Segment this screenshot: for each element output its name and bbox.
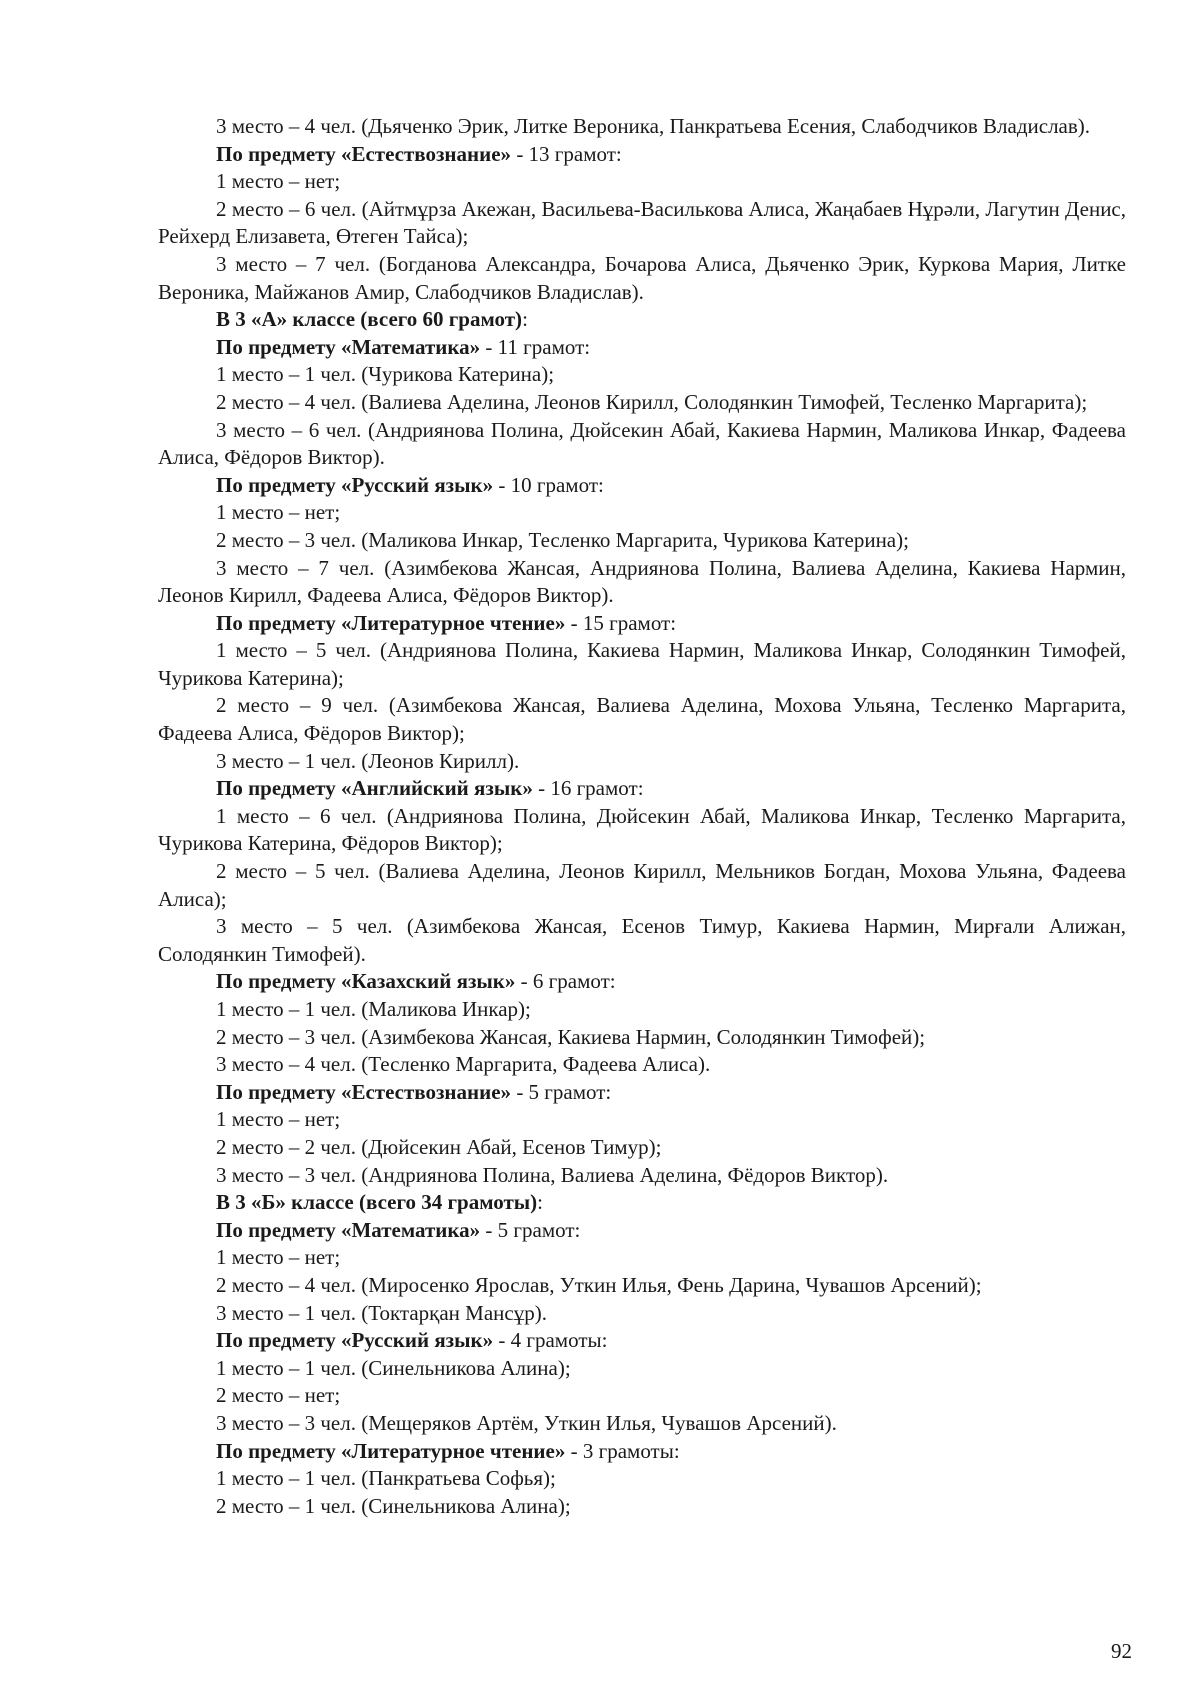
text-paragraph: 2 место – 3 чел. (Маликова Инкар, Тесленко Маргарита, Чурикова Катерина); <box>216 527 909 552</box>
section-heading: По предмету «Английский язык» <box>216 776 533 801</box>
section-heading: По предмету «Естествознание» <box>216 141 512 166</box>
section-heading: По предмету «Литературное чтение» <box>216 1438 566 1463</box>
document-body <box>158 113 1126 1520</box>
text-paragraph: 2 место – 6 чел. (Айтмұрза Акежан, Васильева-Василькова Алиса, Жаңабаев Нұрәли, Лагутин Денис, Рейхерд Елизавета, Өтеген Тайса); <box>158 196 1126 249</box>
page-number: 92 <box>1111 1639 1132 1663</box>
section-heading-paragraph <box>158 1217 1126 1245</box>
text-paragraph: 2 место – 5 чел. (Валиева Аделина, Леонов Кирилл, Мельников Богдан, Мохова Ульяна, Фадеева Алиса); <box>158 859 1126 911</box>
section-heading-suffix: - 4 грамоты: <box>493 1328 608 1353</box>
text-paragraph: 3 место – 4 чел. (Тесленко Маргарита, Фадеева Алиса). <box>216 1052 711 1077</box>
text-paragraph: 3 место – 3 чел. (Мещеряков Артём, Уткин Илья, Чувашов Арсений). <box>216 1410 837 1435</box>
text-paragraph: 2 место – нет; <box>216 1383 341 1408</box>
section-heading-paragraph <box>158 968 1126 996</box>
section-heading-paragraph <box>158 1189 1126 1217</box>
section-heading-paragraph <box>158 472 1126 500</box>
text-paragraph: 1 место – 1 чел. (Панкратьева Софья); <box>216 1466 556 1491</box>
text-paragraph: 3 место – 3 чел. (Андриянова Полина, Валиева Аделина, Фёдоров Виктор). <box>216 1162 889 1187</box>
text-paragraph: 1 место – 5 чел. (Андриянова Полина, Какиева Нармин, Маликова Инкар, Солодянкин Тимофей, Чурикова Катерина); <box>158 638 1126 690</box>
text-paragraph: 1 место – 6 чел. (Андриянова Полина, Дюйсекин Абай, Маликова Инкар, Тесленко Маргарита, Чурикова Катерина, Фёдоров Виктор); <box>158 803 1126 856</box>
section-heading: По предмету «Казахский язык» <box>216 969 516 994</box>
section-heading: По предмету «Русский язык» <box>216 472 494 497</box>
text-paragraph: 2 место – 3 чел. (Азимбекова Жансая, Какиева Нармин, Солодянкин Тимофей); <box>216 1024 926 1049</box>
section-heading: В 3 «Б» классе (всего 34 грамоты) <box>216 1190 538 1215</box>
section-heading-suffix: - 16 грамот: <box>532 776 644 801</box>
text-paragraph: 2 место – 4 чел. (Валиева Аделина, Леонов Кирилл, Солодянкин Тимофей, Тесленко Маргарита); <box>216 389 1088 414</box>
section-heading-suffix: - 5 грамот: <box>511 1079 612 1104</box>
section-heading-suffix: : <box>522 307 528 332</box>
section-heading-suffix: - 13 грамот: <box>511 141 622 166</box>
text-paragraph: 1 место – нет; <box>216 1245 341 1270</box>
section-heading: По предмету «Литературное чтение» <box>216 610 566 635</box>
section-heading: По предмету «Математика» <box>216 334 481 359</box>
text-paragraph: 3 место – 7 чел. (Богданова Александра, Бочарова Алиса, Дьяченко Эрик, Куркова Мария, Литке Вероника, Майжанов Амир, Слабодчиков Владислав). <box>158 251 1126 304</box>
section-heading-paragraph <box>158 1327 1126 1355</box>
text-paragraph: 3 место – 1 чел. (Токтарқан Мансұр). <box>216 1300 547 1325</box>
text-paragraph: 1 место – нет; <box>216 500 341 525</box>
text-paragraph: 2 место – 9 чел. (Азимбекова Жансая, Валиева Аделина, Мохова Ульяна, Тесленко Маргарита, Фадеева Алиса, Фёдоров Виктор); <box>158 693 1126 746</box>
text-paragraph: 2 место – 2 чел. (Дюйсекин Абай, Есенов Тимур); <box>216 1134 662 1159</box>
section-heading-suffix: - 3 грамоты: <box>565 1438 680 1463</box>
section-heading-suffix: : <box>537 1190 544 1215</box>
section-heading-paragraph <box>158 1079 1126 1107</box>
text-paragraph: 1 место – нет; <box>216 1107 341 1132</box>
section-heading-suffix: - 15 грамот: <box>565 610 677 635</box>
text-paragraph: 1 место – 1 чел. (Маликова Инкар); <box>216 997 531 1021</box>
section-heading-paragraph <box>158 1438 1126 1466</box>
section-heading-paragraph <box>158 610 1126 638</box>
section-heading-paragraph <box>158 334 1126 362</box>
text-paragraph: 2 место – 1 чел. (Синельникова Алина); <box>216 1493 571 1518</box>
section-heading-paragraph <box>158 306 1126 334</box>
text-paragraph: 3 место – 4 чел. (Дьяченко Эрик, Литке Вероника, Панкратьева Есения, Слабодчиков Владислав). <box>216 114 1091 138</box>
section-heading-suffix: - 10 грамот: <box>493 472 604 497</box>
section-heading-suffix: - 5 грамот: <box>480 1217 581 1242</box>
section-heading: По предмету «Математика» <box>216 1217 481 1242</box>
section-heading-paragraph <box>158 775 1126 803</box>
section-heading-suffix: - 11 грамот: <box>480 334 591 359</box>
text-paragraph: 2 место – 4 чел. (Миросенко Ярослав, Уткин Илья, Фень Дарина, Чувашов Арсений); <box>216 1272 982 1297</box>
text-paragraph: 3 место – 5 чел. (Азимбекова Жансая, Есенов Тимур, Какиева Нармин, Мирғали Алижан, Солодянкин Тимофей). <box>158 914 1126 966</box>
text-paragraph: 3 место – 6 чел. (Андриянова Полина, Дюйсекин Абай, Какиева Нармин, Маликова Инкар, Фадеева Алиса, Фёдоров Виктор). <box>158 417 1126 470</box>
section-heading: По предмету «Русский язык» <box>216 1328 494 1353</box>
section-heading-suffix: - 6 грамот: <box>515 969 616 994</box>
section-heading: По предмету «Естествознание» <box>216 1079 512 1104</box>
text-paragraph: 3 место – 1 чел. (Леонов Кирилл). <box>216 748 520 773</box>
section-heading-paragraph <box>158 141 1126 169</box>
text-paragraph: 1 место – 1 чел. (Чурикова Катерина); <box>216 362 555 387</box>
text-paragraph: 1 место – нет; <box>216 169 341 194</box>
section-heading: В 3 «А» классе (всего 60 грамот) <box>216 307 523 332</box>
text-paragraph: 3 место – 7 чел. (Азимбекова Жансая, Андриянова Полина, Валиева Аделина, Какиева Нармин, Леонов Кирилл, Фадеева Алиса, Фёдоров Виктор). <box>158 555 1126 608</box>
text-paragraph: 1 место – 1 чел. (Синельникова Алина); <box>216 1355 571 1380</box>
